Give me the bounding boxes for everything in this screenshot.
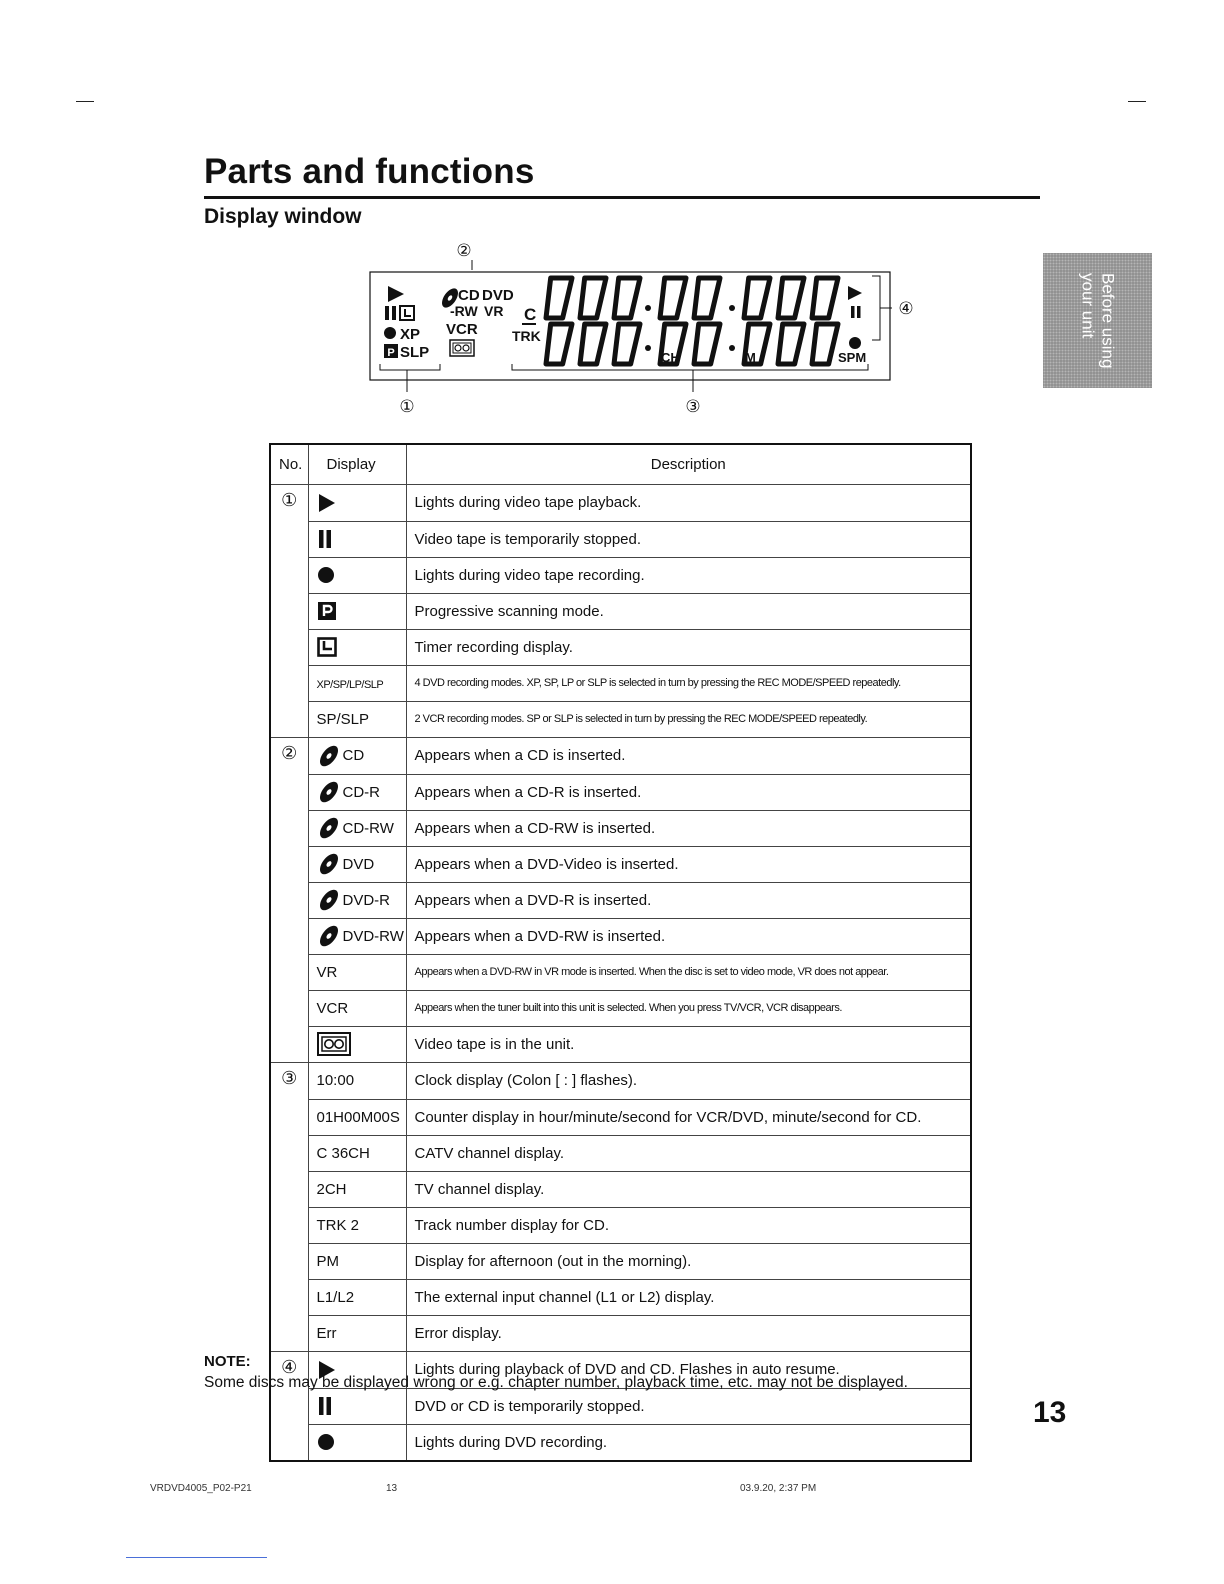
cell-display: [308, 774, 406, 810]
display-label: 10:00: [316, 1072, 355, 1090]
record-dot-icon: [317, 566, 335, 584]
cell-description: Appears when a DVD-Video is inserted.: [406, 846, 971, 882]
cell-display: [308, 810, 406, 846]
table-row: [270, 665, 971, 701]
display-label: DVD-RW: [342, 927, 404, 945]
pause-icon: [317, 529, 333, 549]
disc-icon: [317, 888, 341, 912]
table-row: [270, 557, 971, 593]
cell-no: [270, 774, 308, 810]
cell-description: Display for afternoon (out in the morning).: [406, 1243, 971, 1279]
table-row: [270, 990, 971, 1026]
table-row: [270, 918, 971, 954]
record-dot-icon: [849, 337, 861, 349]
cell-no: [270, 665, 308, 701]
timer-icon: [317, 637, 337, 657]
cell-no: ①: [270, 485, 308, 522]
table-row: [270, 521, 971, 557]
cell-display: [308, 1388, 406, 1424]
cell-display: [308, 485, 406, 522]
cell-description: CATV channel display.: [406, 1135, 971, 1171]
cell-description: Counter display in hour/minute/second for VCR/DVD, minute/second for CD.: [406, 1099, 971, 1135]
diagram-cd-label: CD: [458, 287, 480, 304]
cell-description: Progressive scanning mode.: [406, 593, 971, 629]
cell-description: Appears when a CD is inserted.: [406, 738, 971, 775]
diagram-dvd-label: DVD: [482, 287, 514, 304]
diagram-c-label: C: [524, 305, 537, 324]
cell-display: [308, 701, 406, 738]
footer-underline: [126, 1557, 267, 1558]
callout-4: ④: [898, 299, 914, 319]
table-row: [270, 846, 971, 882]
cell-display: [308, 846, 406, 882]
table-row: [270, 738, 971, 775]
display-label: DVD-R: [342, 891, 390, 909]
callout-3: ③: [685, 397, 701, 417]
diagram-slp-label: SLP: [400, 344, 430, 361]
cell-description: Lights during video tape recording.: [406, 557, 971, 593]
table-row: [270, 1315, 971, 1352]
table-row: [270, 701, 971, 738]
diagram-ch-label: CH: [661, 350, 680, 365]
disc-icon: [317, 744, 341, 768]
table-row: [270, 1135, 971, 1171]
cell-display: [308, 1243, 406, 1279]
cell-description: Lights during DVD recording.: [406, 1424, 971, 1461]
disc-icon: [317, 780, 341, 804]
table-row: [270, 954, 971, 990]
diagram-vr-label: VR: [484, 303, 504, 319]
cell-display: [308, 990, 406, 1026]
display-label: L1/L2: [316, 1288, 355, 1306]
col-header-no: No.: [270, 444, 308, 485]
table-row: [270, 1063, 971, 1100]
cell-description: Timer recording display.: [406, 629, 971, 665]
cell-description: Track number display for CD.: [406, 1207, 971, 1243]
cell-description: The external input channel (L1 or L2) display.: [406, 1279, 971, 1315]
table-header-row: [270, 444, 971, 485]
cell-no: [270, 918, 308, 954]
cell-display: [308, 1279, 406, 1315]
cell-no: [270, 954, 308, 990]
display-label: PM: [316, 1252, 339, 1270]
cell-display: [308, 918, 406, 954]
display-label: CD-R: [342, 783, 380, 801]
cell-display: [308, 954, 406, 990]
cell-description: 4 DVD recording modes. XP, SP, LP or SLP is selected in turn by pressing the REC MODE/SPEED repeatedly.: [406, 665, 971, 701]
cell-display: [308, 1135, 406, 1171]
cell-no: [270, 701, 308, 738]
col-header-display: Display: [308, 444, 406, 485]
cell-display: [308, 1207, 406, 1243]
cell-description: Video tape is temporarily stopped.: [406, 521, 971, 557]
cell-display: [308, 557, 406, 593]
segment-colon-dot: [645, 305, 651, 311]
cell-no: [270, 990, 308, 1026]
cell-no: [270, 1315, 308, 1352]
note-text: Some discs may be displayed wrong or e.g. chapter number, playback time, etc. may not be displayed.: [204, 1374, 908, 1391]
display-label: CD-RW: [342, 819, 394, 837]
cell-description: Appears when a DVD-RW in VR mode is inserted. When the disc is set to video mode, VR does not appear.: [406, 954, 971, 990]
cell-no: [270, 846, 308, 882]
cell-description: Error display.: [406, 1315, 971, 1352]
note-label: NOTE:: [204, 1353, 251, 1370]
crop-mark-right: [1128, 101, 1146, 102]
cell-no: [270, 1279, 308, 1315]
cell-display: [308, 1171, 406, 1207]
cell-display: [308, 882, 406, 918]
cell-no: [270, 882, 308, 918]
table-row: [270, 1243, 971, 1279]
table-row: [270, 774, 971, 810]
disc-icon: [317, 924, 341, 948]
cell-display: [308, 665, 406, 701]
footer-page: 13: [386, 1483, 398, 1494]
display-label: 2CH: [316, 1180, 347, 1198]
table-row: [270, 1388, 971, 1424]
table-row: [270, 1026, 971, 1063]
diagram-xp-label: XP: [400, 326, 421, 343]
display-label: TRK 2: [316, 1216, 360, 1234]
table-row: [270, 810, 971, 846]
cassette-icon: [317, 1032, 351, 1056]
play-icon: [317, 493, 337, 513]
cell-no: [270, 593, 308, 629]
pause-icon: [385, 306, 389, 320]
cell-description: Lights during playback of DVD and CD. Flashes in auto resume.: [406, 1352, 971, 1389]
section-title: Display window: [204, 205, 362, 228]
diagram-trk-label: TRK: [512, 328, 541, 344]
table-row: [270, 1171, 971, 1207]
table-row: [270, 882, 971, 918]
cell-description: TV channel display.: [406, 1171, 971, 1207]
cell-display: [308, 593, 406, 629]
table-row: [270, 593, 971, 629]
record-dot-icon: [384, 327, 396, 339]
cell-description: Appears when the tuner built into this unit is selected. When you press TV/VCR, VCR disappears.: [406, 990, 971, 1026]
cell-description: Clock display (Colon [ : ] flashes).: [406, 1063, 971, 1100]
diagram-vcr-label: VCR: [446, 321, 478, 338]
record-dot-icon: [317, 1433, 335, 1451]
display-label: Err: [316, 1324, 337, 1342]
diagram-spm-label: SPM: [838, 350, 867, 365]
callout-1: ①: [399, 397, 415, 417]
section-side-tab: [1043, 253, 1152, 388]
cell-description: Appears when a DVD-RW is inserted.: [406, 918, 971, 954]
cell-display: [308, 738, 406, 775]
cell-description: Appears when a CD-RW is inserted.: [406, 810, 971, 846]
col-header-description: Description: [406, 444, 971, 485]
cell-description: Lights during video tape playback.: [406, 485, 971, 522]
cell-display: [308, 1315, 406, 1352]
display-label: CD: [342, 747, 365, 765]
callout-2: ②: [456, 241, 472, 261]
segment-colon-dot: [729, 345, 735, 351]
cell-no: [270, 629, 308, 665]
table-row: [270, 1424, 971, 1461]
display-label: VCR: [316, 999, 349, 1017]
title-rule: [204, 196, 1040, 199]
cell-no: [270, 1424, 308, 1461]
display-label: 01H00M00S: [316, 1108, 400, 1126]
diagram-rw-label: -RW: [450, 303, 478, 319]
display-label: C 36CH: [316, 1144, 370, 1162]
progressive-p-icon: [317, 601, 337, 621]
footer-date: 03.9.20, 2:37 PM: [740, 1483, 817, 1494]
page-number: 13: [1033, 1396, 1067, 1429]
cell-no: [270, 1099, 308, 1135]
crop-mark-left: [76, 101, 94, 102]
cell-no: [270, 521, 308, 557]
table-row: [270, 1099, 971, 1135]
table-row: [270, 1279, 971, 1315]
diagram-m-label: M: [745, 350, 756, 365]
svg-text:P: P: [387, 347, 395, 359]
cell-display: [308, 629, 406, 665]
display-label: XP/SP/LP/SLP: [316, 678, 384, 691]
cell-description: Video tape is in the unit.: [406, 1026, 971, 1063]
pause-icon: [317, 1396, 333, 1416]
table-row: [270, 629, 971, 665]
disc-icon: [317, 816, 341, 840]
cell-display: [308, 1026, 406, 1063]
cell-description: 2 VCR recording modes. SP or SLP is selected in turn by pressing the REC MODE/SPEED repeatedly.: [406, 701, 971, 738]
cell-no: [270, 1388, 308, 1424]
display-label: DVD: [342, 855, 375, 873]
cell-no: ②: [270, 738, 308, 775]
cell-display: [308, 521, 406, 557]
cell-no: ③: [270, 1063, 308, 1100]
segment-colon-dot: [729, 305, 735, 311]
display-label: SP/SLP: [316, 710, 370, 728]
cell-description: Appears when a DVD-R is inserted.: [406, 882, 971, 918]
table-row: [270, 1207, 971, 1243]
cell-no: [270, 1026, 308, 1063]
cell-description: Appears when a CD-R is inserted.: [406, 774, 971, 810]
segment-colon-dot: [645, 345, 651, 351]
cell-display: [308, 1063, 406, 1100]
cell-no: ④: [270, 1352, 308, 1389]
cell-no: [270, 1171, 308, 1207]
cell-display: [308, 1099, 406, 1135]
cell-display: [308, 1424, 406, 1461]
cell-description: DVD or CD is temporarily stopped.: [406, 1388, 971, 1424]
cell-no: [270, 1207, 308, 1243]
display-label: VR: [316, 963, 338, 981]
side-tab-label: Before using your unit: [1078, 272, 1118, 369]
table-row: [270, 485, 971, 522]
cell-no: [270, 1243, 308, 1279]
display-window-diagram: [360, 236, 920, 426]
cell-no: [270, 557, 308, 593]
pause-icon: [851, 306, 855, 318]
page-title: Parts and functions: [204, 152, 535, 191]
cell-no: [270, 810, 308, 846]
disc-icon: [317, 852, 341, 876]
footer-file: VRDVD4005_P02-P21: [150, 1483, 252, 1494]
cell-no: [270, 1135, 308, 1171]
parts-table: [269, 443, 972, 1462]
